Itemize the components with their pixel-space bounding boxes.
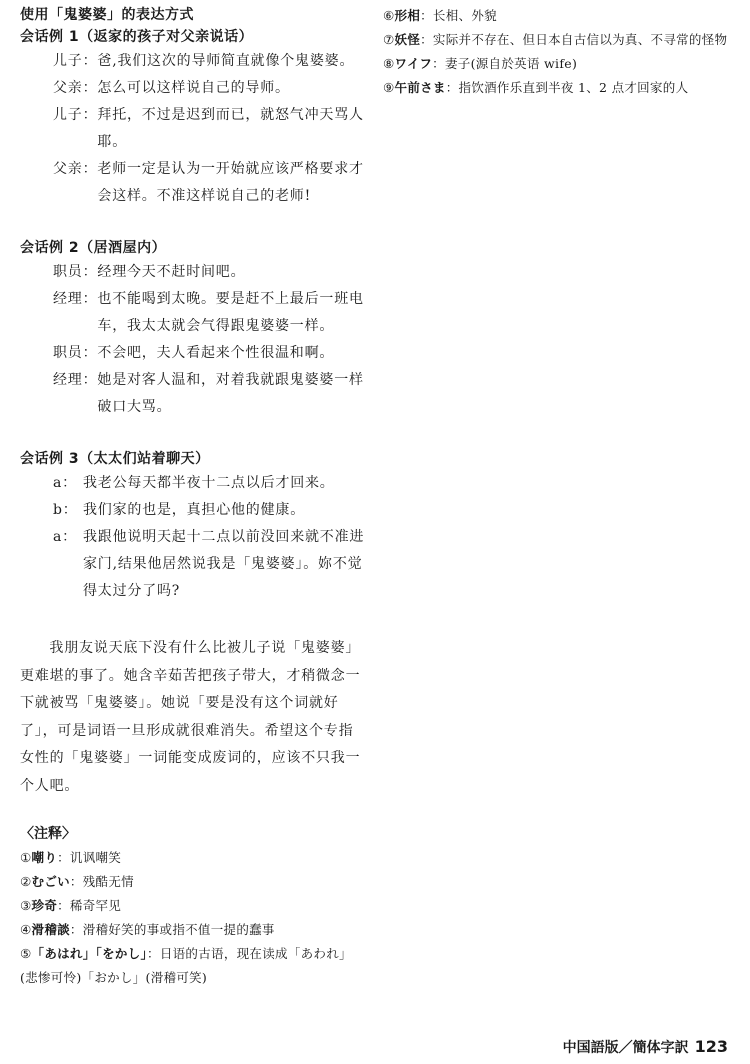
note-item [20, 942, 365, 990]
note-definition: ：长相、外貌 [420, 8, 497, 23]
speaker-label: 职员： [53, 345, 98, 361]
example-3-dialogue [20, 470, 365, 605]
dialogue-line [20, 48, 365, 75]
edition-label: 中国語版／簡体字訳 [562, 1040, 689, 1056]
note-term: むごい [31, 874, 70, 889]
note-number: ⑧ [383, 56, 395, 71]
note-item [383, 76, 728, 100]
note-number: ⑤ [20, 946, 32, 961]
dialogue-line [20, 497, 365, 524]
note-term: 午前さま [394, 80, 446, 95]
right-column [383, 4, 728, 100]
utterance: 拜托，不过是迟到而已，就怒气冲天骂人耶。 [97, 107, 364, 150]
example-3-title: 会话例 3（太太们站着聊天） [20, 451, 210, 467]
dialogue-line [20, 470, 365, 497]
spacer [20, 605, 365, 635]
spacer [20, 421, 365, 448]
dialogue-line [20, 340, 365, 367]
note-term: 滑稽談 [31, 922, 70, 937]
note-number: ③ [20, 898, 32, 913]
note-number: ② [20, 874, 32, 889]
note-item [20, 918, 365, 942]
note-term: 珍奇 [31, 898, 58, 913]
note-term: 「あはれ」「をかし」 [31, 946, 148, 961]
speaker-label: a： [53, 529, 77, 545]
speaker-label: b： [53, 502, 78, 518]
speaker-label: a： [53, 475, 77, 491]
dialogue-line [20, 259, 365, 286]
note-definition: ：实际并不存在、但日本自古信以为真、不寻常的怪物 [420, 32, 728, 47]
dialogue-line [20, 367, 365, 421]
note-item [20, 894, 365, 918]
note-item [20, 846, 365, 870]
utterance: 怎么可以这样说自己的导师。 [97, 80, 290, 96]
dialogue-line [20, 286, 365, 340]
note-term: ワイフ [394, 56, 433, 71]
page-footer [563, 1037, 728, 1058]
utterance: 我跟他说明天起十二点以前没回来就不准进家门,结果他居然说我是「鬼婆婆」。妳不觉得太过分了吗? [83, 529, 365, 599]
speaker-label: 经理： [53, 372, 98, 388]
speaker-label: 儿子： [53, 53, 98, 69]
essay-paragraph: 我朋友说天底下没有什么比被儿子说「鬼婆婆」更难堪的事了。她含辛茹苦把孩子带大，才稍微念一下就被骂「鬼婆婆」。她说「要是没有这个词就好了」，可是词语一旦形成就很难消失。希望这个专指女性的「鬼婆婆」一词能变成废词的，应该不只我一个人吧。 [20, 640, 361, 794]
speaker-label: 儿子： [53, 107, 98, 123]
note-number: ④ [20, 922, 32, 937]
dialogue-line [20, 156, 365, 210]
example-1-dialogue [20, 48, 365, 210]
utterance: 我老公每天都半夜十二点以后才回来。 [83, 475, 335, 491]
note-definition: ：日语的古语，现在读成「あわれ」(悲惨可怜)「おかし」(滑稽可笑) [20, 946, 352, 985]
utterance: 爸,我们这次的导师简直就像个鬼婆婆。 [97, 53, 355, 69]
note-term: 形相 [394, 8, 421, 23]
page-number: 123 [694, 1037, 728, 1056]
note-number: ⑥ [383, 8, 395, 23]
note-item [20, 870, 365, 894]
note-definition: ：指饮酒作乐直到半夜 1、2 点才回家的人 [445, 80, 689, 95]
note-term: 妖怪 [394, 32, 421, 47]
notes-title: 〈注释〉 [20, 826, 76, 842]
note-definition: ：残酷无情 [69, 874, 134, 889]
utterance: 经理今天不赶时间吧。 [97, 264, 246, 280]
note-definition: ：稀奇罕见 [57, 898, 122, 913]
note-number: ① [20, 850, 32, 865]
note-definition: ：妻子(源自於英语 wife) [432, 56, 578, 71]
speaker-label: 父亲： [53, 161, 98, 177]
example-2-title: 会话例 2（居酒屋内） [20, 240, 167, 256]
note-number: ⑦ [383, 32, 395, 47]
speaker-label: 父亲： [53, 80, 98, 96]
dialogue-line [20, 75, 365, 102]
page-heading: 使用「鬼婆婆」的表达方式 [20, 7, 194, 23]
note-term: 嘲り [31, 850, 58, 865]
left-column [20, 4, 365, 990]
note-definition: ：讥讽嘲笑 [57, 850, 122, 865]
utterance: 她是对客人温和，对着我就跟鬼婆婆一样破口大骂。 [97, 372, 364, 415]
note-item [383, 52, 728, 76]
dialogue-line [20, 102, 365, 156]
example-2-dialogue [20, 259, 365, 421]
dialogue-line [20, 524, 365, 605]
note-item [383, 4, 728, 28]
speaker-label: 职员： [53, 264, 98, 280]
utterance: 我们家的也是，真担心他的健康。 [83, 502, 305, 518]
spacer [20, 210, 365, 237]
note-number: ⑨ [383, 80, 395, 95]
utterance: 不会吧，夫人看起来个性很温和啊。 [97, 345, 335, 361]
notes-list-left [20, 846, 365, 990]
utterance: 老师一定是认为一开始就应该严格要求才会这样。不准这样说自己的老师! [97, 161, 364, 204]
utterance: 也不能喝到太晚。要是赶不上最后一班电车，我太太就会气得跟鬼婆婆一样。 [97, 291, 364, 334]
note-definition: ：滑稽好笑的事或指不值一提的蠢事 [69, 922, 275, 937]
example-1-title: 会话例 1（返家的孩子对父亲说话） [20, 29, 254, 45]
note-item [383, 28, 728, 52]
speaker-label: 经理： [53, 291, 98, 307]
